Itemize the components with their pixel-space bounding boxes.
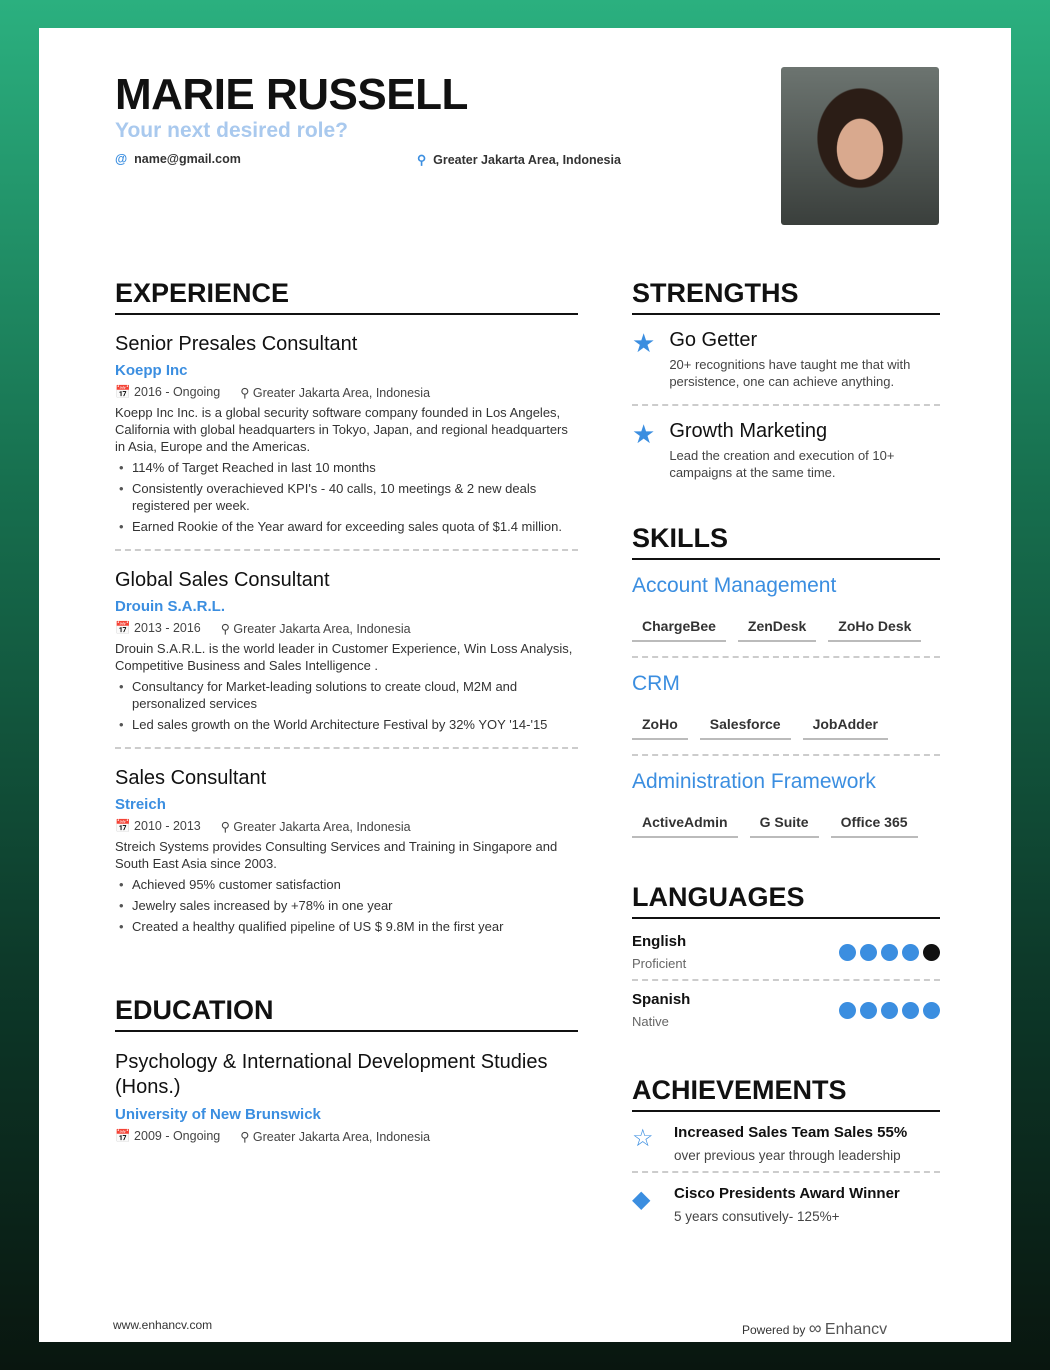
strength-item xyxy=(632,420,940,481)
skill-group xyxy=(632,574,940,658)
star-icon: ★ xyxy=(632,419,656,449)
achievement-title: Increased Sales Team Sales 55% xyxy=(674,1124,908,1141)
job-entry xyxy=(115,767,578,935)
rating-dot xyxy=(902,1002,919,1019)
pin-icon: ⚲ Greater Jakarta Area, Indonesia xyxy=(220,622,411,636)
rating-dot xyxy=(881,1002,898,1019)
job-bullet: • Created a healthy qualified pipeline of US $ 9.8M in the first year xyxy=(115,918,578,935)
job-bullet: • Consultancy for Market-leading solutions to create cloud, M2M and personalized services xyxy=(115,678,578,712)
skill-tag: Office 365 xyxy=(831,814,918,838)
email-text: name@gmail.com xyxy=(134,152,241,166)
skill-tag: JobAdder xyxy=(803,716,888,740)
calendar-icon: 📅 2016 - Ongoing xyxy=(115,385,221,399)
language-level: Native xyxy=(632,1014,669,1029)
language-name: Spanish xyxy=(632,991,691,1008)
skill-tag: ZoHo xyxy=(632,716,688,740)
rating-dot xyxy=(839,1002,856,1019)
achievement-item xyxy=(632,1112,940,1169)
achievement-title: Cisco Presidents Award Winner xyxy=(674,1185,900,1202)
profile-photo xyxy=(781,67,939,225)
divider xyxy=(115,549,578,551)
job-description: Streich Systems provides Consulting Services and Training in Singapore and South East Asia since 2003. xyxy=(115,839,558,871)
candidate-name: MARIE RUSSELL xyxy=(115,70,468,119)
skill-category: Account Management xyxy=(632,574,837,597)
rating-dot xyxy=(923,944,940,961)
calendar-icon: 📅 2010 - 2013 xyxy=(115,819,201,833)
strength-title: Go Getter xyxy=(669,329,758,351)
achievement-desc: 5 years consutively- 125%+ xyxy=(674,1209,840,1224)
language-level: Proficient xyxy=(632,956,687,971)
divider xyxy=(632,754,940,756)
divider xyxy=(632,404,940,406)
job-bullet: • Led sales growth on the World Architecture Festival by 32% YOY '14-'15 xyxy=(115,716,578,733)
divider xyxy=(115,747,578,749)
footer-site[interactable]: www.enhancv.com xyxy=(113,1318,213,1332)
star-icon: ★ xyxy=(632,328,656,358)
achievement-item xyxy=(632,1173,940,1230)
language-rating xyxy=(839,944,940,961)
location xyxy=(417,152,621,167)
section-title: EXPERIENCE xyxy=(115,278,578,315)
strength-desc: Lead the creation and execution of 10+ campaigns at the same time. xyxy=(669,448,895,480)
achievement-desc: over previous year through leadership xyxy=(674,1148,901,1163)
skill-category: Administration Framework xyxy=(632,770,876,793)
job-title: Global Sales Consultant xyxy=(115,569,330,591)
skill-category: CRM xyxy=(632,672,680,695)
skill-tag: ZenDesk xyxy=(738,618,816,642)
diamond-icon: ◆ xyxy=(632,1186,651,1213)
job-bullet: • Consistently overachieved KPI's - 40 calls, 10 meetings & 2 new deals registered per week. xyxy=(115,480,578,514)
enhancv-logo-icon: ∞ xyxy=(808,1318,822,1338)
language-item xyxy=(632,927,940,979)
skill-tag: ChargeBee xyxy=(632,618,726,642)
job-title: Senior Presales Consultant xyxy=(115,333,358,355)
job-description: Drouin S.A.R.L. is the world leader in Customer Experience, Win Loss Analysis, Competitive Business and Sales Intelligence . xyxy=(115,641,573,673)
company: Drouin S.A.R.L. xyxy=(115,598,225,615)
strength-item xyxy=(632,329,940,390)
right-column xyxy=(632,278,940,1230)
job-bullet: • 114% of Target Reached in last 10 months xyxy=(115,459,578,476)
rating-dot xyxy=(860,944,877,961)
skill-tag: ZoHo Desk xyxy=(828,618,921,642)
resume-page xyxy=(39,28,1011,1342)
at-icon: @ xyxy=(115,152,128,166)
strength-title: Growth Marketing xyxy=(669,420,828,442)
divider xyxy=(632,979,940,981)
rating-dot xyxy=(839,944,856,961)
pin-icon: ⚲ Greater Jakarta Area, Indonesia xyxy=(240,1130,431,1144)
pin-icon: ⚲ xyxy=(417,153,427,167)
job-bullet: • Achieved 95% customer satisfaction xyxy=(115,876,578,893)
rating-dot xyxy=(902,944,919,961)
language-rating xyxy=(839,1002,940,1019)
desired-role[interactable]: Your next desired role? xyxy=(115,119,348,142)
job-title: Sales Consultant xyxy=(115,767,267,789)
powered-by[interactable]: Powered by ∞ Enhancv xyxy=(742,1318,888,1338)
language-name: English xyxy=(632,933,687,950)
degree: Psychology & International Development Studies (Hons.) xyxy=(115,1051,548,1098)
section-title: LANGUAGES xyxy=(632,882,940,919)
skill-tag: G Suite xyxy=(750,814,819,838)
skill-group xyxy=(632,770,940,838)
calendar-icon: 📅 2013 - 2016 xyxy=(115,621,201,635)
skill-group xyxy=(632,672,940,756)
job-entry xyxy=(115,333,578,551)
rating-dot xyxy=(881,944,898,961)
rating-dot xyxy=(860,1002,877,1019)
star-outline-icon: ☆ xyxy=(632,1125,654,1152)
divider xyxy=(632,656,940,658)
location-text: Greater Jakarta Area, Indonesia xyxy=(433,153,621,167)
section-title: EDUCATION xyxy=(115,995,578,1032)
job-bullet: • Earned Rookie of the Year award for exceeding sales quota of $1.4 million. xyxy=(115,518,578,535)
strength-desc: 20+ recognitions have taught me that with persistence, one can achieve anything. xyxy=(669,357,911,389)
job-meta xyxy=(115,385,578,400)
job-meta xyxy=(115,621,578,636)
rating-dot xyxy=(923,1002,940,1019)
calendar-icon: 📅 2009 - Ongoing xyxy=(115,1129,221,1143)
language-item xyxy=(632,985,940,1037)
edu-meta xyxy=(115,1129,578,1144)
skill-tag: ActiveAdmin xyxy=(632,814,738,838)
section-title: STRENGTHS xyxy=(632,278,940,315)
job-meta xyxy=(115,819,578,834)
job-bullet: • Jewelry sales increased by +78% in one year xyxy=(115,897,578,914)
skill-tag: Salesforce xyxy=(700,716,791,740)
email[interactable] xyxy=(115,152,241,166)
pin-icon: ⚲ Greater Jakarta Area, Indonesia xyxy=(220,820,411,834)
job-description: Koepp Inc Inc. is a global security software company founded in Los Angeles, California with global headquarters in Tokyo, Japan, and regional headquarters in Asia, Europe and the Americas. xyxy=(115,405,568,454)
section-title: SKILLS xyxy=(632,523,940,560)
job-entry xyxy=(115,569,578,749)
section-title: ACHIEVEMENTS xyxy=(632,1075,940,1112)
school: University of New Brunswick xyxy=(115,1106,321,1123)
pin-icon: ⚲ Greater Jakarta Area, Indonesia xyxy=(240,386,431,400)
company: Koepp Inc xyxy=(115,362,188,379)
company: Streich xyxy=(115,796,166,813)
experience-section xyxy=(115,278,578,1144)
